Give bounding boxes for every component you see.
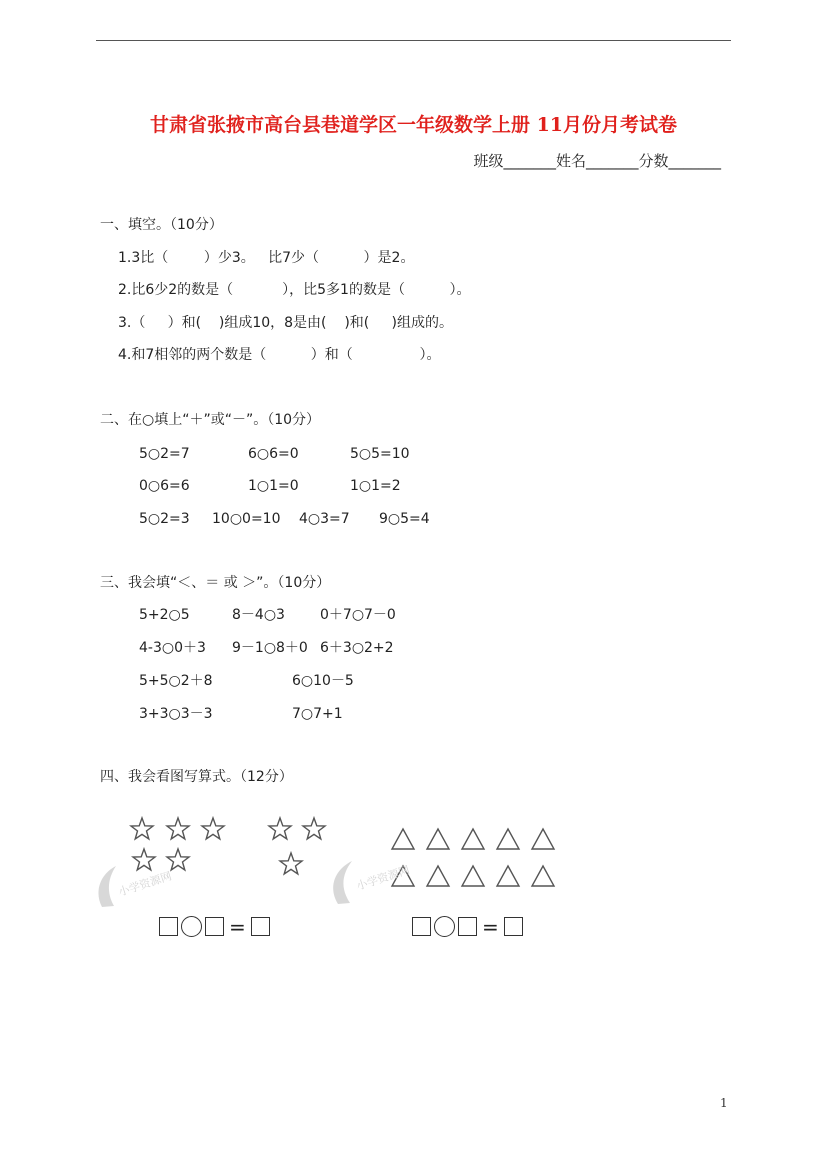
answer-template-right: [412, 916, 523, 937]
star-icon: [202, 818, 224, 839]
answer-box[interactable]: [412, 917, 431, 936]
header-rule: [96, 40, 731, 41]
star-icon: [280, 853, 302, 874]
triangle-icon: [497, 829, 519, 849]
equation-2-5: 1○1=0: [248, 478, 299, 494]
equation-2-6: 1○1=2: [350, 478, 401, 494]
equation-2-2: 6○6=0: [248, 446, 299, 462]
question-1-4: 4.和7相邻的两个数是（ ）和（ ）。: [118, 347, 441, 363]
equals-sign: =: [482, 914, 499, 939]
operator-circle[interactable]: [434, 916, 455, 937]
star-icon: [269, 818, 291, 839]
triangle-icon: [497, 866, 519, 886]
equals-sign: =: [229, 914, 246, 939]
equation-2-9: 4○3=7: [299, 511, 350, 527]
star-icon: [167, 818, 189, 839]
triangle-icon: [392, 829, 414, 849]
watermark-logo-right: [324, 858, 444, 908]
comparison-3-3: 0＋7○7－0: [320, 607, 396, 623]
comparison-3-1: 5+2○5: [139, 607, 190, 623]
question-1-2: 2.比6少2的数是（ ），比5多1的数是（ ）。: [118, 282, 471, 298]
answer-box[interactable]: [205, 917, 224, 936]
triangle-icon: [532, 829, 554, 849]
star-icon: [303, 818, 325, 839]
section2-heading: 二、在○填上“＋”或“－”。（10分）: [100, 412, 321, 428]
watermark-logo-left: [92, 862, 202, 912]
comparison-3-2: 8－4○3: [232, 607, 285, 623]
student-info-line: 班级_______姓名_______分数_______: [473, 152, 721, 170]
answer-box[interactable]: [458, 917, 477, 936]
answer-box[interactable]: [159, 917, 178, 936]
question-1-3: 3.（ ）和( )组成10，8是由( )和( )组成的。: [118, 315, 453, 331]
comparison-3-9: 3+3○3－3: [139, 706, 213, 722]
page-title: 甘肃省张掖市高台县巷道学区一年级数学上册 11月份月考试卷: [149, 114, 678, 136]
comparison-3-10: 7○7+1: [292, 706, 343, 722]
watermark-text: 小学资源网: [354, 863, 412, 893]
question-1-1: 1.3比（ ）少3。 比7少（ ）是2。: [118, 250, 415, 266]
comparison-3-4: 4-3○0＋3: [139, 640, 206, 656]
answer-template-left: [159, 916, 270, 937]
equation-2-7: 5○2=3: [139, 511, 190, 527]
answer-box[interactable]: [504, 917, 523, 936]
answer-box[interactable]: [251, 917, 270, 936]
equation-2-1: 5○2=7: [139, 446, 190, 462]
watermark-text: 小学资源网: [116, 869, 174, 899]
triangle-icon: [427, 829, 449, 849]
equation-2-3: 5○5=10: [350, 446, 410, 462]
star-icon: [131, 818, 153, 839]
equation-2-10: 9○5=4: [379, 511, 430, 527]
comparison-3-7: 5+5○2＋8: [139, 673, 213, 689]
comparison-3-5: 9－1○8＋0: [232, 640, 308, 656]
section1-heading: 一、填空。（10分）: [100, 217, 223, 233]
triangle-icon: [462, 866, 484, 886]
equation-2-8: 10○0=10: [212, 511, 281, 527]
section4-heading: 四、我会看图写算式。（12分）: [100, 769, 293, 785]
page-number: 1: [720, 1096, 728, 1110]
comparison-3-6: 6＋3○2+2: [320, 640, 394, 656]
triangle-icon: [532, 866, 554, 886]
comparison-3-8: 6○10－5: [292, 673, 354, 689]
section3-heading: 三、我会填“＜、＝ 或 ＞”。（10分）: [100, 575, 331, 591]
triangle-icon: [462, 829, 484, 849]
equation-2-4: 0○6=6: [139, 478, 190, 494]
operator-circle[interactable]: [181, 916, 202, 937]
